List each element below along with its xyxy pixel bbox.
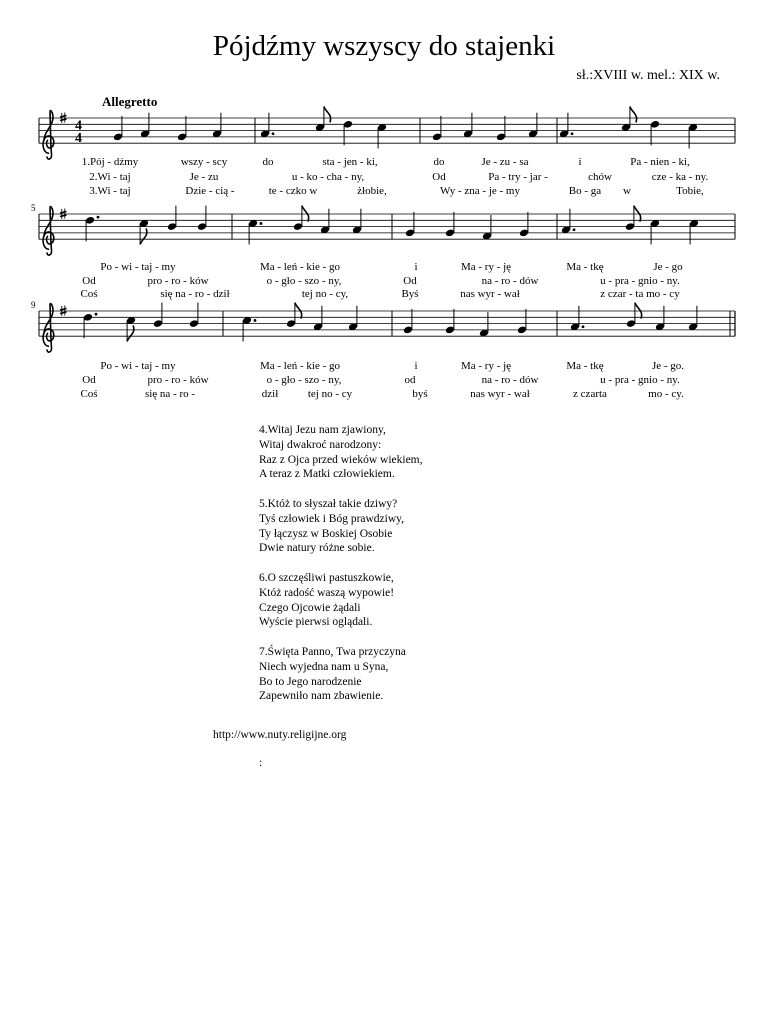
- music-score: [0, 0, 768, 420]
- key-signature-sharp-icon-bar-top: [60, 116, 67, 118]
- lyric-syllable: i: [414, 360, 418, 372]
- verse-stanza: [259, 571, 423, 630]
- time-signature: [75, 119, 82, 147]
- note: [688, 123, 698, 148]
- lyric-syllable: Byś: [401, 288, 419, 300]
- lyric-syllable: o - gło - szo - ny,: [266, 374, 342, 386]
- note: [177, 116, 187, 141]
- note-dot: [95, 313, 98, 316]
- note: [519, 212, 529, 237]
- lyric-syllable: żłobie,: [357, 185, 387, 197]
- key-signature-sharp-icon-bar-top: [60, 309, 67, 311]
- lyric-syllable: Tobie,: [676, 185, 704, 197]
- staff-system-2: [31, 203, 735, 300]
- credits: sł.:XVIII w. mel.: XIX w.: [576, 68, 720, 83]
- note: [189, 303, 199, 328]
- note: [313, 306, 323, 331]
- note: [689, 219, 699, 244]
- verse-line: A teraz z Matki człowiekiem.: [259, 468, 395, 481]
- key-signature-sharp-icon-bar-top: [60, 212, 67, 214]
- lyric-syllable: w: [623, 185, 631, 197]
- note: [496, 116, 506, 141]
- note: [139, 219, 149, 244]
- additional-verses: [259, 423, 423, 719]
- note: [343, 120, 353, 145]
- lyric-syllable: do: [262, 156, 274, 168]
- lyric-syllable: i: [414, 261, 418, 273]
- verse-line: Wyście pierwsi oglądali.: [259, 616, 373, 629]
- note-flag: [127, 325, 134, 341]
- lyric-syllable: Coś: [80, 388, 98, 400]
- lyric-syllable: Dzie - cią -: [185, 185, 235, 197]
- note-dot: [573, 228, 576, 231]
- note: [445, 212, 455, 237]
- tempo-marking: Allegretto: [102, 94, 158, 109]
- lyric-syllable: 1.Pój - dźmy: [81, 156, 139, 168]
- note: [463, 113, 473, 138]
- staff-system-1: [39, 118, 735, 197]
- note: [197, 206, 207, 231]
- note: [561, 209, 576, 234]
- key-signature-sharp-icon-bar-bottom: [60, 215, 67, 217]
- lyric-syllable: nas wyr - wał: [460, 288, 520, 300]
- note-dot: [272, 132, 275, 135]
- note: [153, 303, 163, 328]
- note: [650, 120, 660, 145]
- verse-line: Bo to Jego narodzenie: [259, 675, 362, 688]
- lyric-syllable: od: [404, 374, 416, 386]
- note-dot: [254, 319, 257, 322]
- lyric-syllable: z czar - ta mo - cy: [600, 288, 680, 300]
- verse-line: Witaj dwakroć narodzony:: [259, 438, 382, 451]
- note: [212, 113, 222, 138]
- verse-line: Dwie natury różne sobie.: [259, 542, 375, 555]
- time-signature-denominator: 4: [75, 131, 82, 147]
- verse-stanza: [259, 423, 423, 482]
- note-dot: [571, 132, 574, 135]
- lyric-syllable: z czarta: [573, 388, 607, 400]
- lyric-syllable: Je - go.: [651, 360, 685, 372]
- lyric-syllable: 2.Wi - taj: [89, 171, 131, 183]
- note-flag: [630, 106, 637, 122]
- source-url: http://www.nuty.religijne.org: [213, 729, 347, 741]
- note: [570, 306, 585, 331]
- note: [559, 113, 574, 138]
- note-dot: [582, 325, 585, 328]
- lyric-syllable: Bo - ga: [568, 185, 602, 197]
- lyric-syllable: chów: [588, 171, 612, 183]
- note: [126, 316, 136, 341]
- lyric-syllable: się na - ro -: [144, 388, 196, 400]
- lyric-syllable: Pa - try - jar -: [488, 171, 548, 183]
- lyric-syllable: byś: [412, 388, 428, 400]
- lyric-syllable: Ma - leń - kie - go: [259, 261, 341, 273]
- lyric-syllable: Je - zu: [189, 171, 219, 183]
- verse-line: Czego Ojcowie żądali: [259, 601, 361, 614]
- lyric-syllable: i: [578, 156, 582, 168]
- page-title: Pójdźmy wszyscy do stajenki: [212, 30, 556, 62]
- lyric-syllable: pro - ro - ków: [147, 374, 209, 386]
- verse-line: Raz z Ojca przed wieków wiekiem,: [259, 453, 423, 466]
- note: [348, 306, 358, 331]
- lyric-syllable: Ma - ry - ję: [460, 360, 512, 372]
- lyric-syllable: Je - zu - sa: [481, 156, 529, 168]
- verse-stanza: [259, 645, 423, 704]
- note: [315, 106, 331, 131]
- note: [445, 309, 455, 334]
- note-dot: [260, 222, 263, 225]
- lyric-syllable: na - ro - dów: [481, 374, 539, 386]
- verse-line: Zapewniło nam zbawienie.: [259, 690, 384, 703]
- key-signature-sharp-icon-bar-bottom: [60, 119, 67, 121]
- verse-line: 7.Święta Panno, Twa przyczyna: [259, 645, 406, 658]
- lyric-syllable: Pa - nien - ki,: [630, 156, 690, 168]
- lyric-syllable: Coś: [80, 288, 98, 300]
- note: [479, 312, 489, 337]
- note: [432, 116, 442, 141]
- note: [167, 206, 177, 231]
- lyric-syllable: 3.Wi - taj: [89, 185, 131, 197]
- lyric-syllable: wszy - scy: [180, 156, 228, 168]
- verse-line: Ty łączysz w Boskiej Osobie: [259, 527, 393, 540]
- note: [621, 106, 637, 131]
- lyric-syllable: nas wyr - wał: [470, 388, 530, 400]
- lyric-syllable: Ma - ry - ję: [460, 261, 512, 273]
- note: [403, 309, 413, 334]
- lyric-syllable: mo - cy.: [648, 388, 684, 400]
- note: [113, 116, 123, 141]
- lyric-syllable: Ma - tkę: [566, 261, 604, 273]
- verse-line: 6.O szczęśliwi pastuszkowie,: [259, 571, 394, 584]
- lyric-syllable: Po - wi - taj - my: [100, 261, 176, 273]
- note: [482, 215, 492, 240]
- note: [528, 113, 538, 138]
- lyric-syllable: Wy - zna - je - my: [440, 185, 520, 197]
- lyric-syllable: się na - ro - dził: [160, 288, 230, 300]
- lyric-syllable: tej no - cy: [307, 388, 353, 400]
- lyric-syllable: do: [433, 156, 445, 168]
- note: [650, 219, 660, 244]
- lyric-syllable: Po - wi - taj - my: [100, 360, 176, 372]
- note: [320, 209, 330, 234]
- lyric-syllable: u - ko - cha - ny,: [291, 171, 365, 183]
- note: [83, 313, 98, 339]
- verse-line: Niech wyjedna nam u Syna,: [259, 660, 389, 673]
- note: [248, 219, 263, 244]
- note: [377, 123, 387, 148]
- note: [293, 206, 309, 231]
- note: [517, 309, 527, 334]
- lyric-syllable: Ma - tkę: [566, 360, 604, 372]
- lyric-syllable: cze - ka - ny.: [651, 171, 709, 183]
- note-flag: [324, 106, 331, 122]
- verse-stanza: [259, 497, 423, 556]
- note: [260, 113, 275, 138]
- verse-line: Tyś człowiek i Bóg prawdziwy,: [259, 512, 405, 525]
- time-signature-numerator: 4: [75, 118, 82, 134]
- lyric-syllable: o - gło - szo - ny,: [266, 275, 342, 287]
- note: [242, 316, 257, 341]
- lyric-syllable: sta - jen - ki,: [322, 156, 378, 168]
- note-flag: [140, 228, 147, 244]
- key-signature-sharp-icon-bar-bottom: [60, 312, 67, 314]
- lyric-syllable: u - pra - gnio - ny.: [600, 275, 680, 287]
- lyric-syllable: Od: [82, 374, 96, 386]
- measure-number: 9: [31, 300, 36, 310]
- lyric-syllable: dził: [261, 388, 279, 400]
- note: [405, 212, 415, 237]
- measure-number: 5: [31, 203, 36, 213]
- lyric-syllable: na - ro - dów: [481, 275, 539, 287]
- note: [286, 303, 302, 328]
- note: [140, 113, 150, 138]
- verse-line: 4.Witaj Jezu nam zjawiony,: [259, 424, 386, 436]
- note: [688, 306, 698, 331]
- lyric-syllable: Od: [432, 171, 446, 183]
- note: [655, 306, 665, 331]
- staff-system-3: [31, 300, 735, 400]
- lyric-syllable: Je - go: [653, 261, 683, 273]
- lyric-syllable: pro - ro - ków: [147, 275, 209, 287]
- verse-line: Któż radość waszą wypowie!: [259, 586, 395, 599]
- note: [85, 216, 100, 242]
- lyric-syllable: te - czko w: [268, 185, 318, 197]
- lyric-syllable: Od: [403, 275, 417, 287]
- lyric-syllable: Od: [82, 275, 96, 287]
- lyric-syllable: Ma - leń - kie - go: [259, 360, 341, 372]
- lyric-syllable: u - pra - gnio - ny.: [600, 374, 680, 386]
- note: [625, 206, 641, 231]
- note: [626, 303, 642, 328]
- verse-line: 5.Któż to słyszał takie dziwy?: [259, 497, 398, 510]
- note-dot: [97, 216, 100, 219]
- lyric-syllable: tej no - cy,: [301, 288, 349, 300]
- note: [352, 209, 362, 234]
- footer-mark: :: [259, 757, 263, 769]
